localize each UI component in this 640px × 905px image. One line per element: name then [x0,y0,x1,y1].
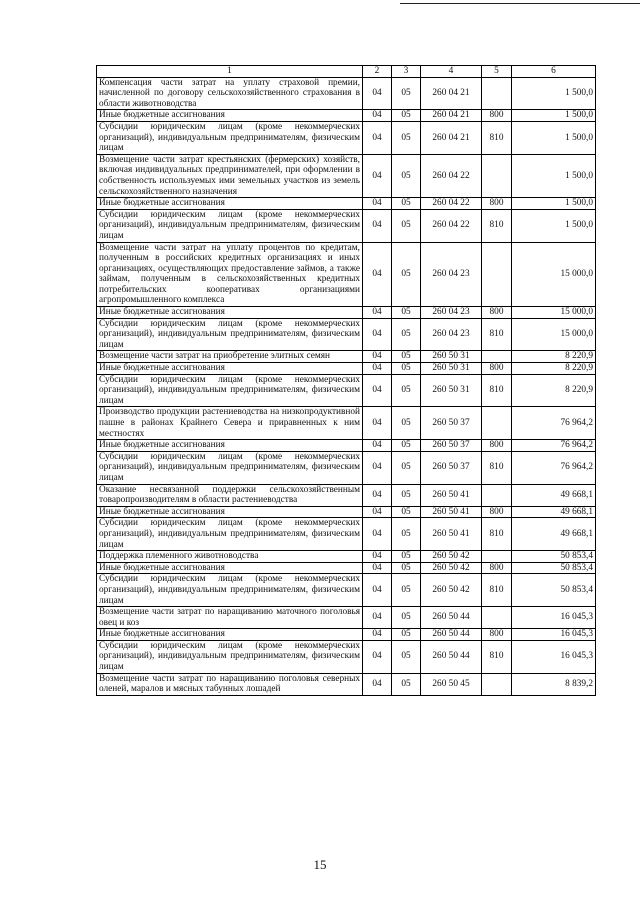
row-name-cell: Субсидии юридическим лицам (кроме некоммерческих организаций), индивидуальным предпринимателям, физическим лицам [97,209,363,242]
amount-cell: 50 853,4 [512,562,596,574]
table-row [97,574,596,607]
table-row [97,110,596,122]
section-code-cell: 04 [363,518,392,551]
expense-type-cell: 810 [482,374,512,407]
expense-type-cell [482,607,512,629]
target-article-cell: 260 50 44 [421,629,482,641]
amount-cell: 8 220,9 [512,351,596,363]
amount-cell: 49 668,1 [512,506,596,518]
target-article-cell: 260 04 21 [421,110,482,122]
subsection-code-cell: 05 [392,607,421,629]
row-name-cell: Субсидии юридическим лицам (кроме некоммерческих организаций), индивидуальным предпринимателям, физическим лицам [97,640,363,673]
amount-cell: 1 500,0 [512,121,596,154]
subsection-code-cell: 05 [392,506,421,518]
column-header: 5 [482,66,512,78]
subsection-code-cell: 05 [392,407,421,440]
row-name-cell: Компенсация части затрат на уплату страховой премии, начисленной по договору сельскохозяйственного страхования в области животноводства [97,77,363,110]
target-article-cell: 260 50 42 [421,562,482,574]
table-row [97,506,596,518]
row-name-cell: Иные бюджетные ассигнования [97,198,363,210]
column-header: 6 [512,66,596,78]
target-article-cell: 260 50 44 [421,607,482,629]
table-row [97,198,596,210]
target-article-cell: 260 04 23 [421,307,482,319]
table-row [97,562,596,574]
column-header: 3 [392,66,421,78]
row-name-cell: Иные бюджетные ассигнования [97,440,363,452]
subsection-code-cell: 05 [392,198,421,210]
budget-table [96,65,596,696]
row-name-cell: Иные бюджетные ассигнования [97,363,363,375]
amount-cell: 76 964,2 [512,407,596,440]
section-code-cell: 04 [363,407,392,440]
table-row [97,551,596,563]
column-header: 4 [421,66,482,78]
header-rule [400,3,640,4]
subsection-code-cell: 05 [392,307,421,319]
target-article-cell: 260 04 21 [421,77,482,110]
subsection-code-cell: 05 [392,209,421,242]
table-row [97,451,596,484]
expense-type-cell [482,407,512,440]
target-article-cell: 260 50 41 [421,506,482,518]
row-name-cell: Поддержка племенного животноводства [97,551,363,563]
target-article-cell: 260 04 22 [421,209,482,242]
amount-cell: 16 045,3 [512,629,596,641]
table-row [97,77,596,110]
table-row [97,518,596,551]
amount-cell: 49 668,1 [512,518,596,551]
section-code-cell: 04 [363,121,392,154]
amount-cell: 16 045,3 [512,640,596,673]
subsection-code-cell: 05 [392,440,421,452]
amount-cell: 50 853,4 [512,574,596,607]
expense-type-cell [482,242,512,307]
expense-type-cell: 810 [482,209,512,242]
amount-cell: 76 964,2 [512,451,596,484]
expense-type-cell [482,484,512,506]
table-row [97,209,596,242]
table-row [97,629,596,641]
table-row [97,363,596,375]
subsection-code-cell: 05 [392,77,421,110]
section-code-cell: 04 [363,506,392,518]
target-article-cell: 260 50 41 [421,518,482,551]
subsection-code-cell: 05 [392,562,421,574]
target-article-cell: 260 50 41 [421,484,482,506]
amount-cell: 15 000,0 [512,318,596,351]
section-code-cell: 04 [363,318,392,351]
row-name-cell: Оказание несвязанной поддержки сельскохозяйственным товаропроизводителям в области растениеводства [97,484,363,506]
subsection-code-cell: 05 [392,110,421,122]
expense-type-cell [482,351,512,363]
target-article-cell: 260 50 45 [421,673,482,695]
row-name-cell: Иные бюджетные ассигнования [97,110,363,122]
section-code-cell: 04 [363,562,392,574]
amount-cell: 15 000,0 [512,242,596,307]
table-row [97,318,596,351]
subsection-code-cell: 05 [392,673,421,695]
expense-type-cell: 800 [482,198,512,210]
amount-cell: 16 045,3 [512,607,596,629]
amount-cell: 1 500,0 [512,77,596,110]
target-article-cell: 260 50 37 [421,407,482,440]
table-row [97,374,596,407]
section-code-cell: 04 [363,574,392,607]
amount-cell: 1 500,0 [512,198,596,210]
expense-type-cell: 810 [482,574,512,607]
section-code-cell: 04 [363,440,392,452]
row-name-cell: Возмещение части затрат на приобретение элитных семян [97,351,363,363]
amount-cell: 1 500,0 [512,209,596,242]
subsection-code-cell: 05 [392,154,421,197]
page-number: 15 [313,857,327,872]
section-code-cell: 04 [363,363,392,375]
table-row [97,154,596,197]
target-article-cell: 260 50 31 [421,351,482,363]
amount-cell: 49 668,1 [512,484,596,506]
target-article-cell: 260 50 44 [421,640,482,673]
subsection-code-cell: 05 [392,629,421,641]
row-name-cell: Возмещение части затрат по наращиванию поголовья северных оленей, маралов и мясных табунных лошадей [97,673,363,695]
table-body [97,77,596,695]
row-name-cell: Производство продукции растениеводства на низкопродуктивной пашне в районах Крайнего Севера и приравненных к ним местностях [97,407,363,440]
table-row [97,407,596,440]
row-name-cell: Иные бюджетные ассигнования [97,506,363,518]
table-row [97,640,596,673]
subsection-code-cell: 05 [392,318,421,351]
section-code-cell: 04 [363,374,392,407]
subsection-code-cell: 05 [392,574,421,607]
table-row [97,607,596,629]
expense-type-cell: 800 [482,506,512,518]
target-article-cell: 260 50 42 [421,551,482,563]
subsection-code-cell: 05 [392,242,421,307]
target-article-cell: 260 50 31 [421,374,482,407]
section-code-cell: 04 [363,154,392,197]
expense-type-cell: 800 [482,440,512,452]
section-code-cell: 04 [363,351,392,363]
budget-table-container [96,65,595,696]
row-name-cell: Возмещение части затрат на уплату процентов по кредитам, полученным в российских кредитных организациях и иных организациях, осуществляющих предоставление займов, а также займам, полученным в сельскохозяйственных кредитных потребительских кооперативах организациями агропромышленного комплекса [97,242,363,307]
column-header: 2 [363,66,392,78]
subsection-code-cell: 05 [392,374,421,407]
amount-cell: 76 964,2 [512,440,596,452]
subsection-code-cell: 05 [392,363,421,375]
expense-type-cell: 800 [482,363,512,375]
section-code-cell: 04 [363,629,392,641]
row-name-cell: Субсидии юридическим лицам (кроме некоммерческих организаций), индивидуальным предпринимателям, физическим лицам [97,451,363,484]
section-code-cell: 04 [363,451,392,484]
target-article-cell: 260 50 37 [421,451,482,484]
section-code-cell: 04 [363,110,392,122]
amount-cell: 8 220,9 [512,363,596,375]
section-code-cell: 04 [363,640,392,673]
row-name-cell: Субсидии юридическим лицам (кроме некоммерческих организаций), индивидуальным предпринимателям, физическим лицам [97,574,363,607]
target-article-cell: 260 04 23 [421,242,482,307]
subsection-code-cell: 05 [392,451,421,484]
section-code-cell: 04 [363,673,392,695]
subsection-code-cell: 05 [392,121,421,154]
section-code-cell: 04 [363,551,392,563]
expense-type-cell: 810 [482,121,512,154]
row-name-cell: Иные бюджетные ассигнования [97,307,363,319]
row-name-cell: Субсидии юридическим лицам (кроме некоммерческих организаций), индивидуальным предпринимателям, физическим лицам [97,518,363,551]
table-row [97,242,596,307]
target-article-cell: 260 04 22 [421,198,482,210]
expense-type-cell: 810 [482,318,512,351]
amount-cell: 15 000,0 [512,307,596,319]
subsection-code-cell: 05 [392,640,421,673]
row-name-cell: Иные бюджетные ассигнования [97,629,363,641]
amount-cell: 50 853,4 [512,551,596,563]
expense-type-cell: 800 [482,307,512,319]
row-name-cell: Субсидии юридическим лицам (кроме некоммерческих организаций), индивидуальным предпринимателям, физическим лицам [97,374,363,407]
expense-type-cell [482,673,512,695]
target-article-cell: 260 50 42 [421,574,482,607]
section-code-cell: 04 [363,307,392,319]
expense-type-cell: 800 [482,110,512,122]
expense-type-cell: 810 [482,451,512,484]
row-name-cell: Иные бюджетные ассигнования [97,562,363,574]
column-header: 1 [97,66,363,78]
row-name-cell: Возмещение части затрат крестьянских (фермерских) хозяйств, включая индивидуальных предпринимателей, при оформлении в собственность используемых ими земельных участков из земель сельскохозяйственного назначения [97,154,363,197]
expense-type-cell [482,154,512,197]
target-article-cell: 260 04 23 [421,318,482,351]
subsection-code-cell: 05 [392,518,421,551]
expense-type-cell: 800 [482,562,512,574]
expense-type-cell: 810 [482,518,512,551]
target-article-cell: 260 04 22 [421,154,482,197]
subsection-code-cell: 05 [392,351,421,363]
table-row [97,440,596,452]
expense-type-cell [482,551,512,563]
section-code-cell: 04 [363,198,392,210]
expense-type-cell: 810 [482,640,512,673]
amount-cell: 1 500,0 [512,110,596,122]
expense-type-cell [482,77,512,110]
target-article-cell: 260 50 37 [421,440,482,452]
target-article-cell: 260 50 31 [421,363,482,375]
table-row [97,484,596,506]
amount-cell: 8 220,9 [512,374,596,407]
section-code-cell: 04 [363,242,392,307]
section-code-cell: 04 [363,607,392,629]
subsection-code-cell: 05 [392,551,421,563]
expense-type-cell: 800 [482,629,512,641]
row-name-cell: Возмещение части затрат по наращиванию маточного поголовья овец и коз [97,607,363,629]
table-row [97,307,596,319]
amount-cell: 8 839,2 [512,673,596,695]
row-name-cell: Субсидии юридическим лицам (кроме некоммерческих организаций), индивидуальным предпринимателям, физическим лицам [97,318,363,351]
row-name-cell: Субсидии юридическим лицам (кроме некоммерческих организаций), индивидуальным предпринимателям, физическим лицам [97,121,363,154]
section-code-cell: 04 [363,209,392,242]
section-code-cell: 04 [363,77,392,110]
section-code-cell: 04 [363,484,392,506]
table-row [97,351,596,363]
amount-cell: 1 500,0 [512,154,596,197]
column-number-row [97,66,596,78]
table-row [97,121,596,154]
table-row [97,673,596,695]
subsection-code-cell: 05 [392,484,421,506]
target-article-cell: 260 04 21 [421,121,482,154]
